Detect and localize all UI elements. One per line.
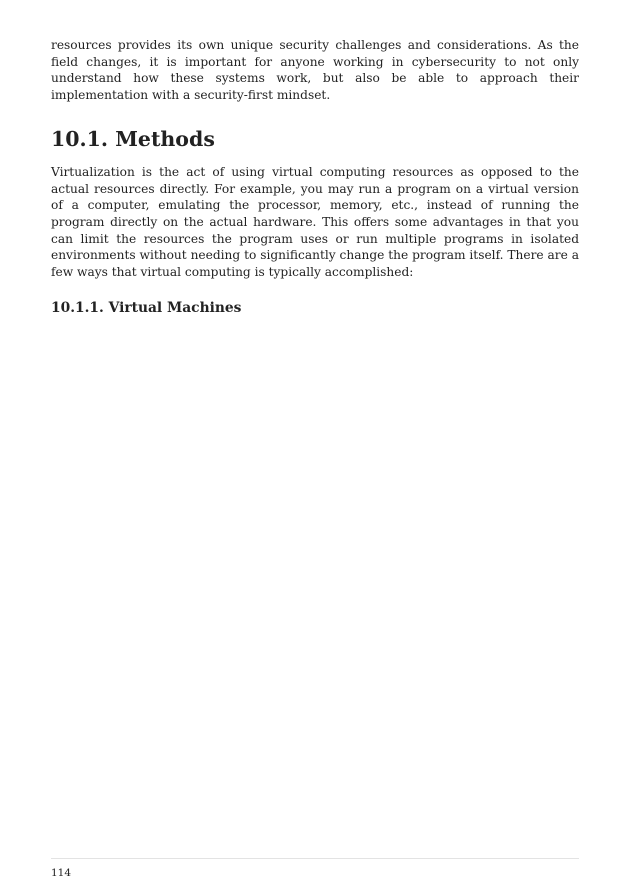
page-number: 114 [51,867,72,879]
section-paragraph: Virtualization is the act of using virtual computing resources as opposed to the actual resources directly. For example, you may run a program on a virtual version of a computer, emulating the processor, memory, etc., instead of running the program directly on the actual hardware. This offers some advantages in that you can limit the resources the program uses or run multiple programs in isolated environments without needing to significantly change the program itself. There are a few ways that virtual computing is typically accomplished: [51,164,579,280]
subsection-heading: 10.1.1. Virtual Machines [51,299,242,316]
page-body [51,37,579,317]
section-heading: 10.1. Methods [51,126,215,151]
page-footer [51,858,579,879]
intro-paragraph: resources provides its own unique security challenges and considerations. As the field changes, it is important for anyone working in cybersecurity to not only understand how these systems work, but also be able to approach their implementation with a security-first mindset. [51,38,579,103]
